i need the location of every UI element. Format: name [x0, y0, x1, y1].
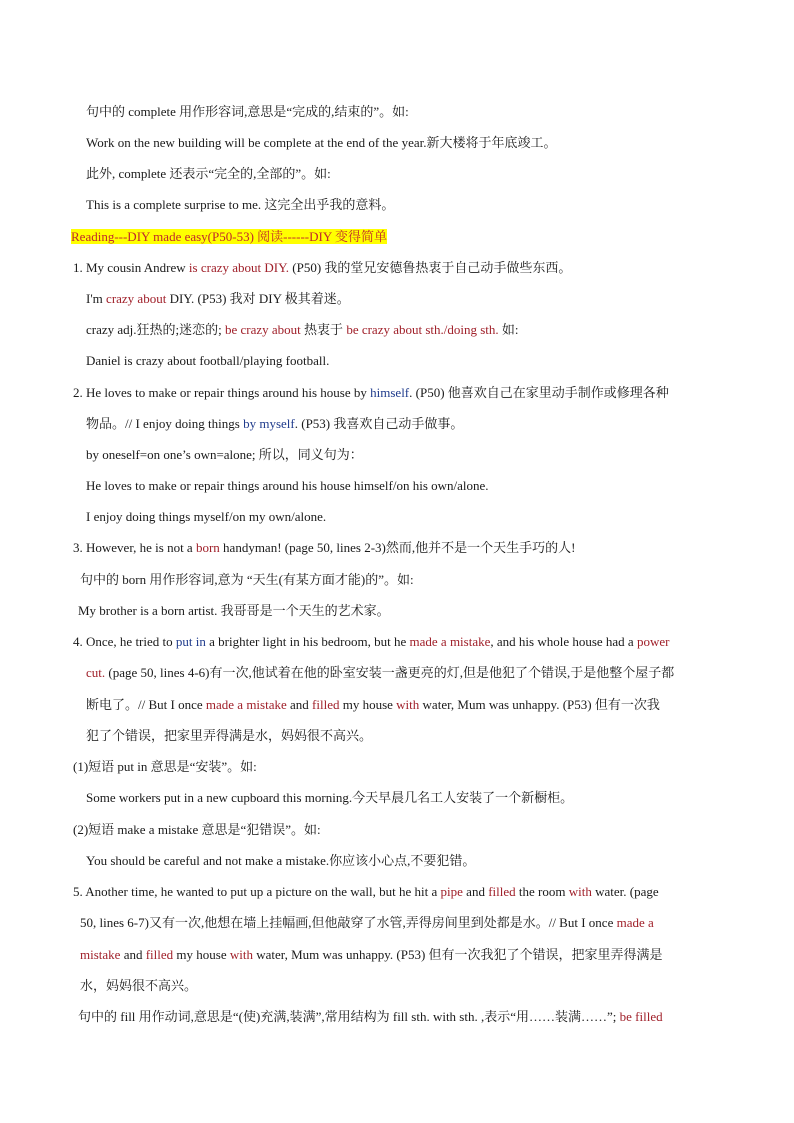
text-line [86, 352, 774, 370]
text-segment: Daniel is crazy about football/playing football. [86, 353, 330, 368]
text-segment: 50, lines 6-7)又有一次,他想在墙上挂幅画,但他敲穿了水管,弄得房间里到处都是水。// But I once [80, 915, 617, 930]
text-line [73, 384, 774, 402]
text-segment: the room [515, 884, 569, 899]
text-segment: with [568, 884, 592, 899]
text-segment: , and his whole house had a [490, 634, 637, 649]
text-line [73, 821, 774, 839]
text-segment: handyman! (page 50, lines 2-3)然而,他并不是一个天生手巧的人! [219, 540, 576, 555]
text-segment: 水，妈妈很不高兴。 [80, 978, 198, 993]
text-segment: filled [312, 697, 340, 712]
text-line [86, 508, 774, 526]
text-segment: (page 50, lines 4-6)有一次,他试着在他的卧室安装一盏更亮的灯,但是他犯了个错误,于是他整个屋子都 [105, 665, 675, 680]
text-line [86, 134, 774, 152]
text-segment: 1. My cousin Andrew [73, 260, 189, 275]
text-segment: with [229, 947, 253, 962]
text-line [80, 914, 774, 932]
text-segment: You should be careful and not make a mistake.你应该小心点,不要犯错。 [86, 853, 476, 868]
section-heading: Reading---DIY made easy(P50-53) 阅读------DIY 变得简单 [71, 229, 387, 244]
text-segment: made a [616, 915, 654, 930]
text-segment: water, Mum was unhappy. (P53) 但有一次我犯了个错误，把家里弄得满是 [252, 947, 663, 962]
text-line [86, 103, 774, 121]
text-segment: put in [175, 634, 206, 649]
text-line [86, 727, 774, 745]
text-segment: is crazy about DIY. [188, 260, 290, 275]
text-segment: crazy adj.狂热的;迷恋的; [86, 322, 225, 337]
text-segment: 如: [498, 322, 519, 337]
text-segment: 物品。// I enjoy doing things [86, 416, 244, 431]
text-segment: Work on the new building will be complete at the end of the year.新大楼将于年底竣工。 [86, 135, 557, 150]
text-line [86, 165, 774, 183]
text-line [73, 539, 774, 557]
text-line [86, 477, 774, 495]
text-line [86, 446, 774, 464]
text-segment: water. (page [591, 884, 659, 899]
text-segment: made a mistake [409, 634, 491, 649]
text-segment: and [462, 884, 489, 899]
text-line [86, 196, 774, 214]
text-segment: He loves to make or repair things around his house himself/on his own/alone. [86, 478, 489, 493]
text-segment: be filled [619, 1009, 663, 1024]
text-segment: made a mistake [205, 697, 287, 712]
text-line [86, 415, 774, 433]
text-segment: born [195, 540, 220, 555]
text-segment: 犯了个错误，把家里弄得满是水，妈妈很不高兴。 [86, 728, 373, 743]
text-segment: with [396, 697, 420, 712]
text-segment: . (P50) 他喜欢自己在家里动手制作或修理各种 [409, 385, 669, 400]
text-line [78, 602, 774, 620]
text-segment: 5. Another time, he wanted to put up a picture on the wall, but he hit a [73, 884, 441, 899]
text-segment: Some workers put in a new cupboard this morning.今天早晨几名工人安装了一个新橱柜。 [86, 790, 574, 805]
text-line [73, 758, 774, 776]
text-segment: 2. He loves to make or repair things around his house by [73, 385, 371, 400]
text-segment: my house [173, 947, 230, 962]
text-segment: himself [370, 385, 410, 400]
text-segment: cut. [86, 665, 106, 680]
text-line [86, 789, 774, 807]
text-segment: 断电了。// But I once [86, 697, 206, 712]
text-segment: . (P53) 我喜欢自己动手做事。 [294, 416, 464, 431]
text-segment: 热衷于 [300, 322, 347, 337]
text-line [73, 259, 774, 277]
text-segment: by myself [243, 416, 295, 431]
text-line [73, 883, 774, 901]
text-line [86, 321, 774, 339]
text-segment: pipe [440, 884, 463, 899]
text-line [86, 664, 774, 682]
text-line [71, 228, 774, 246]
text-line [86, 852, 774, 870]
text-segment: crazy about [106, 291, 167, 306]
text-segment: my house [339, 697, 397, 712]
text-segment: My brother is a born artist. 我哥哥是一个天生的艺术家。 [78, 603, 390, 618]
text-segment: by oneself=on one’s own=alone; 所以，同义句为： [86, 447, 363, 462]
text-segment: water, Mum was unhappy. (P53) 但有一次我 [419, 697, 660, 712]
text-segment: (1)短语 put in 意思是“安装”。如: [73, 759, 257, 774]
text-segment: be crazy about sth./doing sth. [346, 322, 499, 337]
text-segment: 句中的 fill 用作动词,意思是“(使)充满,装满”,常用结构为 fill sth. with sth. ,表示“用……装满……”; [78, 1009, 620, 1024]
text-segment: DIY. (P53) 我对 DIY 极其着迷。 [166, 291, 350, 306]
text-segment: mistake [80, 947, 121, 962]
text-segment: filled [145, 947, 174, 962]
text-segment: (2)短语 make a mistake 意思是“犯错误”。如: [73, 822, 321, 837]
text-segment: filled [488, 884, 516, 899]
text-segment: be crazy about [225, 322, 301, 337]
text-line [80, 977, 774, 995]
text-line [86, 696, 774, 714]
text-line [86, 290, 774, 308]
text-line [78, 1008, 774, 1026]
text-segment: I enjoy doing things myself/on my own/alone. [86, 509, 327, 524]
text-line [80, 946, 774, 964]
text-segment: I'm [86, 291, 107, 306]
text-segment: and [286, 697, 313, 712]
text-segment: 4. Once, he tried to [73, 634, 176, 649]
text-segment: (P50) 我的堂兄安德鲁热衷于自己动手做些东西。 [289, 260, 572, 275]
text-segment: a brighter light in his bedroom, but he [205, 634, 410, 649]
text-segment: 句中的 born 用作形容词,意为 “天生(有某方面才能)的”。如: [80, 572, 414, 587]
text-segment: 3. However, he is not a [73, 540, 196, 555]
text-line [73, 633, 774, 651]
text-segment: This is a complete surprise to me. 这完全出乎我的意料。 [86, 197, 395, 212]
text-segment: 句中的 complete 用作形容词,意思是“完成的,结束的”。如: [86, 104, 409, 119]
text-segment: and [120, 947, 146, 962]
text-segment: 此外, complete 还表示“完全的,全部的”。如: [86, 166, 331, 181]
text-segment: power [636, 634, 670, 649]
text-line [80, 571, 774, 589]
